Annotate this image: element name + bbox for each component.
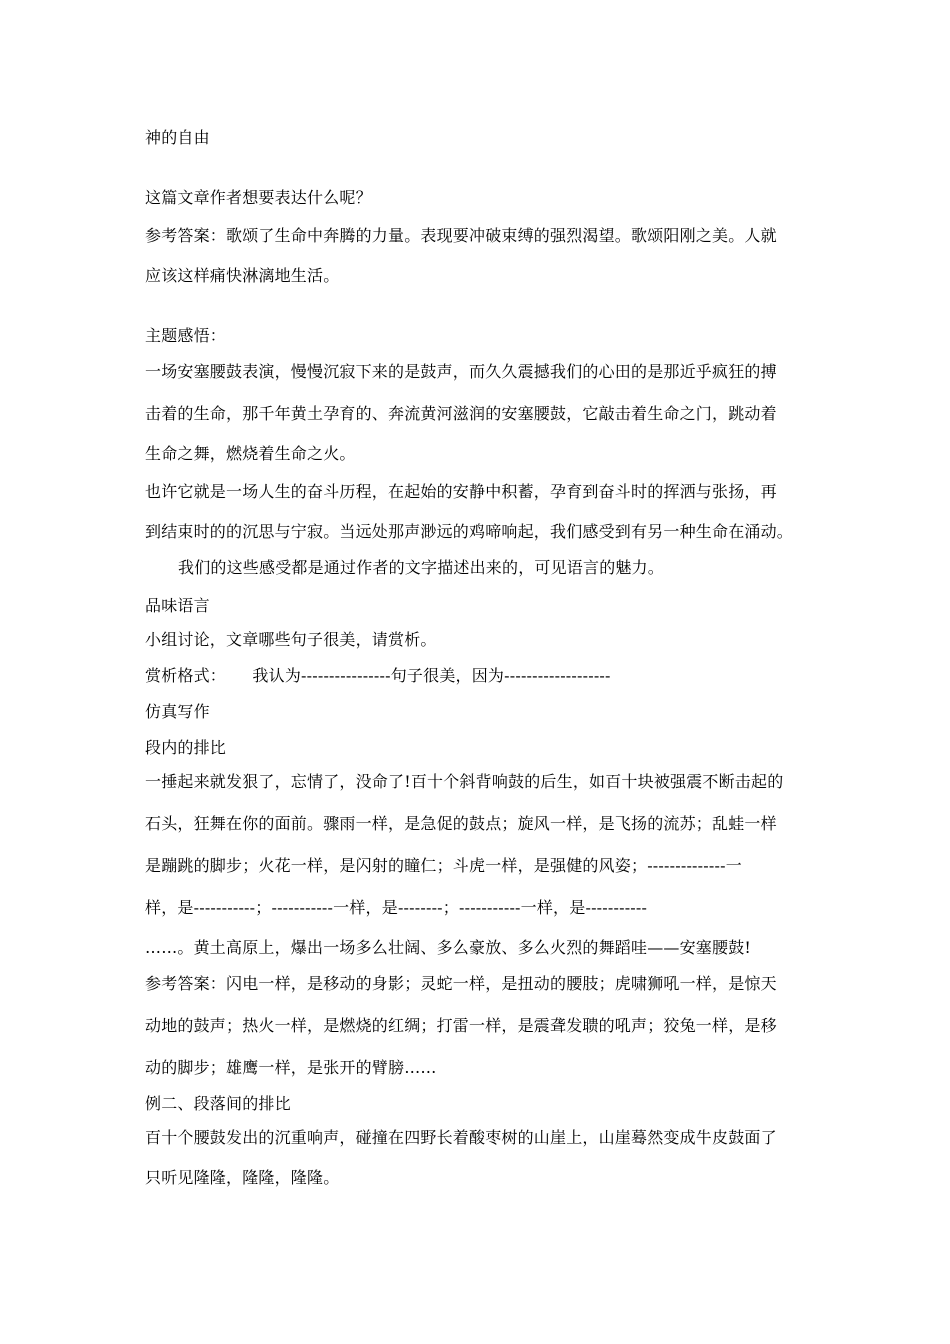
paragraph-line: 我们的这些感受都是通过作者的文字描述出来的，可见语言的魅力。	[178, 558, 665, 577]
paragraph-line: 只听见隆隆，隆隆，隆隆。	[145, 1168, 340, 1187]
section-heading: 品味语言	[145, 596, 210, 615]
section-heading: 例二、段落间的排比	[145, 1094, 291, 1113]
section-heading: 段内的排比	[145, 738, 227, 757]
paragraph-line: 生命之舞，燃烧着生命之火。	[145, 444, 356, 463]
paragraph-line: ……。黄土高原上，爆出一场多么壮阔、多么豪放、多么火烈的舞蹈哇——安塞腰鼓!	[145, 938, 752, 957]
answer-line: 动的脚步；雄鹰一样，是张开的臂膀……	[145, 1058, 437, 1077]
section-heading: 主题感悟：	[145, 326, 227, 345]
paragraph-line: 小组讨论，文章哪些句子很美，请赏析。	[145, 630, 437, 649]
paragraph-line: 是蹦跳的脚步；火花一样，是闪射的瞳仁；斗虎一样，是强健的风姿；--------------一	[145, 856, 742, 875]
paragraph-line: 石头，狂舞在你的面前。骤雨一样，是急促的鼓点；旋风一样，是飞扬的流苏；乱蛙一样	[145, 814, 777, 833]
text-line: 神的自由	[145, 128, 210, 147]
paragraph-line: 击着的生命，那千年黄土孕育的、奔流黄河滋润的安塞腰鼓，它敲击着生命之门，跳动着	[145, 404, 777, 423]
paragraph-line: 也许它就是一场人生的奋斗历程，在起始的安静中积蓄，孕育到奋斗时的挥洒与张扬，再	[145, 482, 777, 501]
paragraph-line: 一场安塞腰鼓表演，慢慢沉寂下来的是鼓声，而久久震撼我们的心田的是那近乎疯狂的搏	[145, 362, 777, 381]
paragraph-line: 样，是-----------；-----------一样，是--------；-----------一样，是-----------	[145, 898, 648, 917]
paragraph-line: 赏析格式： 我认为----------------句子很美，因为-------------------	[145, 666, 611, 685]
answer-line: 动地的鼓声；热火一样，是燃烧的红绸；打雷一样，是震聋发聩的吼声；狡兔一样，是移	[145, 1016, 777, 1035]
answer-line: 参考答案：闪电一样，是移动的身影；灵蛇一样，是扭动的腰肢；虎啸狮吼一样，是惊天	[145, 974, 777, 993]
paragraph-line: 到结束时的的沉思与宁寂。当远处那声渺远的鸡啼响起，我们感受到有另一种生命在涌动。	[145, 522, 794, 541]
question-line: 这篇文章作者想要表达什么呢？	[145, 188, 372, 207]
paragraph-line: 一捶起来就发狠了，忘情了，没命了!百十个斜背响鼓的后生，如百十块被强震不断击起的	[145, 772, 784, 791]
answer-line: 参考答案：歌颂了生命中奔腾的力量。表现要冲破束缚的强烈渴望。歌颂阳刚之美。人就	[145, 226, 777, 245]
section-heading: 仿真写作	[145, 702, 210, 721]
paragraph-line: 百十个腰鼓发出的沉重响声，碰撞在四野长着酸枣树的山崖上，山崖蓦然变成牛皮鼓面了	[145, 1128, 777, 1147]
answer-line: 应该这样痛快淋漓地生活。	[145, 266, 340, 285]
